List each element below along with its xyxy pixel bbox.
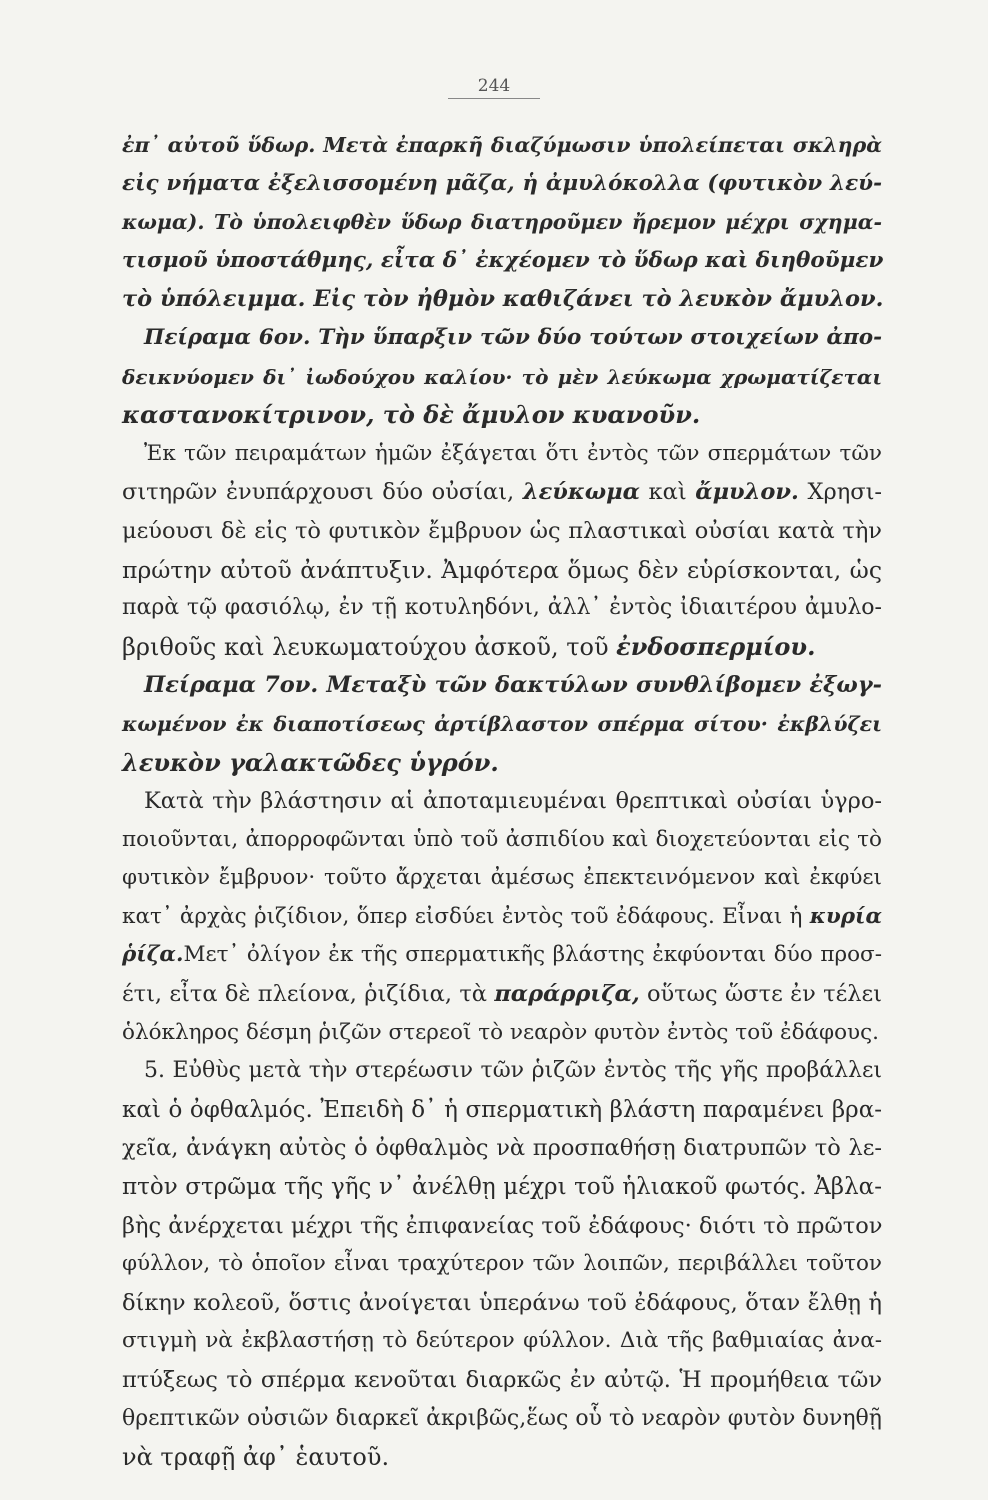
- text-line: [122, 1284, 882, 1323]
- text-line: [122, 358, 882, 397]
- text-segment: πρώτην αὐτοῦ ἀνάπτυξιν. Ἀμφότερα ὅμως δὲν εὑρίσκονται, ὡς: [122, 555, 882, 584]
- text-segment: Ἐκ τῶν πειραμάτων ἡμῶν ἐξάγεται ὅτι ἐντὸς τῶν σπερμάτων τῶν: [144, 440, 882, 466]
- italic-text-segment: Πείραμα 7ον. Μεταξὺ τῶν δακτύλων συνθλίβομεν ἐξωγ-: [144, 672, 882, 699]
- italic-text-segment: τὸ ὑπόλειμμα. Εἰς τὸν ἠθμὸν καθιζάνει τὸ λευκὸν ἄμυλον.: [122, 286, 884, 313]
- text-segment: πτύξεως τὸ σπέρμα κενοῦται διαρκῶς ἐν αὐτῷ. Ἡ προμήθεια τῶν: [122, 1367, 882, 1393]
- text-line: [122, 589, 882, 628]
- text-segment: βὴς ἀνέρχεται μέχρι τῆς ἐπιφανείας τοῦ ἐδάφους· διότι τὸ πρῶτον: [122, 1212, 883, 1239]
- text-segment: Μετ᾿ ὀλίγον ἐκ τῆς σπερματικῆς βλάστης ἐκφύονται δύο προσ-: [183, 942, 882, 968]
- text-segment: νὰ τραφῇ ἀφ᾿ ἑαυτοῦ.: [122, 1443, 390, 1472]
- text-line: [122, 280, 882, 319]
- text-line: [122, 1438, 882, 1477]
- italic-text-segment: καστανοκίτρινον, τὸ δὲ ἄμυλον κυανοῦν.: [122, 400, 701, 430]
- text-line: [122, 242, 882, 281]
- italic-text-segment: ἄμυλον.: [695, 479, 799, 506]
- text-segment: στιγμὴ νὰ ἐκβλαστήσῃ τὸ δεύτερον φύλλον. Διὰ τῆς βαθμιαίας ἀνα-: [122, 1328, 882, 1354]
- text-segment: βριθοῦς καὶ λευκωματούχου ἀσκοῦ, τοῦ: [122, 632, 617, 661]
- text-segment: ὁλόκληρος δέσμη ῥιζῶν στερεοῖ τὸ νεαρὸν φυτὸν ἐντὸς τοῦ ἐδάφους.: [122, 1019, 879, 1045]
- text-line: [122, 1091, 882, 1130]
- text-line: [122, 936, 882, 975]
- text-line: [122, 1322, 882, 1361]
- italic-text-segment: λεύκωμα: [522, 479, 640, 506]
- text-segment: οὕτως ὥστε ἐν τέλει: [639, 981, 883, 1008]
- text-line: [122, 126, 882, 165]
- text-line: [122, 975, 882, 1014]
- text-line: [122, 396, 882, 435]
- italic-text-segment: λευκὸν γαλακτῶδες ὑγρόν.: [122, 747, 499, 777]
- italic-text-segment: κωμα). Τὸ ὑπολειφθὲν ὕδωρ διατηροῦμεν ἤρεμον μέχρι σχημα-: [122, 210, 882, 235]
- text-line: [122, 1361, 882, 1400]
- text-line: [122, 551, 882, 590]
- text-line: [122, 1400, 882, 1439]
- text-line: [122, 628, 882, 667]
- text-segment: Κατὰ τὴν βλάστησιν αἱ ἀποταμιευμέναι θρεπτικαὶ οὐσίαι ὑγρο-: [144, 788, 882, 815]
- text-segment: 5. Εὐθὺς μετὰ τὴν στερέωσιν τῶν ῥιζῶν ἐντὸς τῆς γῆς προβάλλει: [144, 1058, 882, 1084]
- text-line: [122, 203, 882, 242]
- text-line: [122, 821, 882, 860]
- text-line: [122, 435, 882, 474]
- text-segment: καὶ ὁ ὀφθαλμός. Ἐπειδὴ δ᾿ ἡ σπερματικὴ βλάστη παραμένει βρα-: [122, 1096, 882, 1123]
- italic-text-segment: ἐπ᾿ αὐτοῦ ὕδωρ. Μετὰ ἐπαρκῆ διαζύμωσιν ὑπολείπεται σκληρὰ: [122, 133, 882, 157]
- italic-text-segment: κυρία: [809, 903, 882, 929]
- text-line: [122, 512, 882, 551]
- text-segment: παρὰ τῷ φασιόλῳ, ἐν τῇ κοτυληδόνι, ἀλλ᾿ ἐντὸς ἰδιαιτέρου ἀμυλο-: [122, 595, 882, 621]
- text-line: [122, 1207, 882, 1246]
- text-segment: φύλλον, τὸ ὁποῖον εἶναι τραχύτερον τῶν λοιπῶν, περιβάλλει τοῦτον: [122, 1251, 882, 1277]
- italic-text-segment: εἰς νήματα ἐξελισσομένη μᾶζα, ἡ ἀμυλόκολλα (φυτικὸν λεύ-: [122, 170, 882, 196]
- text-line: [122, 319, 882, 358]
- text-line: [122, 1014, 882, 1053]
- text-segment: θρεπτικῶν οὐσιῶν διαρκεῖ ἀκριβῶς,ἕως οὗ τὸ νεαρὸν φυτὸν δυνηθῇ: [122, 1405, 882, 1431]
- italic-text-segment: Πείραμα 6ον. Τὴν ὕπαρξιν τῶν δύο τούτων στοιχείων ἀπο-: [144, 324, 882, 350]
- text-line: [122, 744, 882, 783]
- italic-text-segment: κωμένον ἐκ διαποτίσεως ἀρτίβλαστον σπέρμα σίτου· ἐκβλύζει: [122, 711, 882, 736]
- text-line: [122, 782, 882, 821]
- text-line: [122, 1245, 882, 1284]
- text-line: [122, 165, 882, 204]
- italic-text-segment: δεικνύομεν δι᾿ ἰωδούχου καλίου· τὸ μὲν λεύκωμα χρωματίζεται: [122, 364, 882, 389]
- text-line: [122, 705, 882, 744]
- text-line: [122, 1052, 882, 1091]
- text-segment: φυτικὸν ἔμβρυον· τοῦτο ἄρχεται ἀμέσως ἐπεκτεινόμενον καὶ ἐκφύει: [122, 865, 882, 891]
- text-segment: πτὸν στρῶμα τῆς γῆς ν᾿ ἀνέλθῃ μέχρι τοῦ ἡλιακοῦ φωτός. Ἀβλα-: [122, 1174, 882, 1201]
- text-line: [122, 1129, 882, 1168]
- text-segment: χεῖα, ἀνάγκη αὐτὸς ὁ ὀφθαλμὸς νὰ προσπαθήσῃ διατρυπῶν τὸ λε-: [122, 1135, 882, 1162]
- text-segment: καὶ: [639, 479, 696, 506]
- text-line: [122, 473, 882, 512]
- page-body-text: [122, 126, 882, 1477]
- italic-text-segment: ἐνδοσπερμίου.: [616, 631, 816, 661]
- text-segment: σιτηρῶν ἐνυπάρχουσι δύο οὐσίαι,: [122, 479, 523, 506]
- text-line: [122, 666, 882, 705]
- text-line: [122, 1168, 882, 1207]
- text-segment: έτι, εἶτα δὲ πλείονα, ῥιζίδια, τὰ: [122, 981, 495, 1008]
- italic-text-segment: ῥίζα.: [122, 942, 184, 968]
- page-number: 244: [0, 76, 988, 96]
- text-line: [122, 898, 882, 937]
- italic-text-segment: παράρριζα,: [494, 981, 640, 1008]
- text-segment: κατ᾿ ἀρχὰς ῥιζίδιον, ὅπερ εἰσδύει ἐντὸς τοῦ ἐδάφους. Εἶναι ἡ: [122, 903, 810, 929]
- text-segment: μεύουσι δὲ εἰς τὸ φυτικὸν ἔμβρυον ὡς πλαστικαὶ οὐσίαι κατὰ τὴν: [122, 517, 882, 544]
- text-line: [122, 859, 882, 898]
- italic-text-segment: τισμοῦ ὑποστάθμης, εἶτα δ᾿ ἐκχέομεν τὸ ὕδωρ καὶ διηθοῦμεν: [122, 247, 884, 273]
- text-segment: ποιοῦνται, ἀπορροφῶνται ὑπὸ τοῦ ἀσπιδίου καὶ διοχετεύονται εἰς τὸ: [122, 826, 882, 852]
- text-segment: δίκην κολεοῦ, ὅστις ἀνοίγεται ὑπεράνω τοῦ ἐδάφους, ὅταν ἔλθῃ ἡ: [122, 1289, 882, 1316]
- text-segment: Χρησι-: [798, 479, 882, 506]
